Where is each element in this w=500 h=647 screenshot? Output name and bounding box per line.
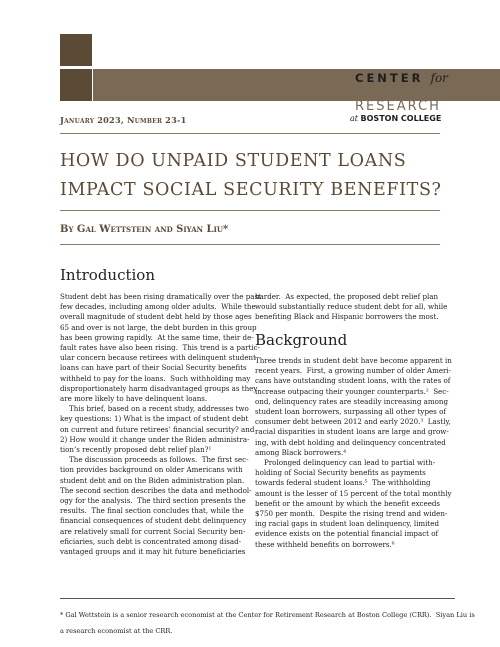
text-line: evidence exists on the potential financial impact of xyxy=(255,529,439,539)
text-line: cans have outstanding student loans, with the rates of xyxy=(255,376,451,386)
text-line: Three trends in student debt have become apparent in xyxy=(255,356,452,365)
text-line: consumer debt between 2012 and early 2020.³ Lastly, xyxy=(255,417,451,427)
text-line: has been growing rapidly. At the same time, their de- xyxy=(60,332,254,342)
text-line: fault rates have also been rising. This trend is a partic- xyxy=(60,343,261,353)
text-line: ing, with debt holding and delinquency concentrated xyxy=(255,437,446,447)
title-line-2: IMPACT SOCIAL SECURITY BENEFITS? xyxy=(60,180,442,200)
text-line: holding of Social Security benefits as payments xyxy=(255,468,426,478)
text-line: Prolonged delinquency can lead to partial with- xyxy=(255,458,436,468)
issue-date-number: January 2023, Number 23-1 xyxy=(60,115,187,125)
section-heading-introduction: Introduction xyxy=(60,266,155,284)
text-line: on current and future retirees’ financial security? and xyxy=(60,424,255,434)
text-line: benefit or the amount by which the benefit exceeds xyxy=(255,498,441,508)
text-line: are more likely to have delinquent loans. xyxy=(60,394,208,404)
text-line: The second section describes the data and methodol- xyxy=(60,485,252,495)
authors: By Gal Wettstein and Siyan Liu* xyxy=(60,224,229,235)
text-line: overall magnitude of student debt held by those ages xyxy=(60,312,252,322)
text-line: a research economist at the CRR. xyxy=(60,627,173,636)
text-line: these withheld benefits on borrowers.⁶ xyxy=(255,539,395,549)
text-line: recent years. First, a growing number of older Ameri- xyxy=(255,366,452,376)
text-line: few decades, including among older adults. While the xyxy=(60,302,256,312)
text-line: among Black borrowers.⁴ xyxy=(255,447,347,457)
section-heading-background: Background xyxy=(255,331,348,349)
text-line: results. The final section concludes that, while the xyxy=(60,506,244,516)
text-line: towards federal student loans.⁵ The withholding xyxy=(255,478,431,488)
logo-block-bottom xyxy=(60,69,92,101)
rule-below-title xyxy=(60,210,440,211)
text-line: ogy for the analysis. The third section presents the xyxy=(60,496,246,506)
text-line: key questions: 1) What is the impact of student debt xyxy=(60,414,249,424)
text-line: racial disparities in student loans are large and grow- xyxy=(255,427,449,437)
title-line-1: HOW DO UNPAID STUDENT LOANS xyxy=(60,151,407,171)
intro-right-column xyxy=(255,292,455,323)
logo-retirement: RETIREMENT xyxy=(355,84,459,99)
logo-research: RESEARCH xyxy=(355,99,441,114)
logo-boston-college: at BOSTON COLLEGE xyxy=(350,114,442,123)
text-line: are relatively small for current Social Security ben- xyxy=(60,526,246,536)
footnote-rule xyxy=(60,598,455,599)
footnote xyxy=(60,603,475,643)
text-line: student debt and on the Biden administration plan. xyxy=(60,475,245,485)
text-line: loans can have part of their Social Security benefits xyxy=(60,363,247,373)
rule-top xyxy=(60,133,440,134)
text-line: Student debt has been rising dramatically over the past xyxy=(60,292,261,301)
rule-below-authors xyxy=(60,244,440,245)
text-line: 65 and over is not large, the debt burden in this group xyxy=(60,322,257,332)
text-line: financial consequences of student debt delinquency xyxy=(60,516,247,526)
text-line: ular concern because retirees with delinquent student xyxy=(60,353,256,363)
text-line: vantaged groups and it may hit future beneficiaries xyxy=(60,547,246,557)
text-line: increase outpacing their younger counterparts.² Sec- xyxy=(255,386,449,396)
text-line: eficiaries, such debt is concentrated among disad- xyxy=(60,536,242,546)
text-line: disproportionately harm disadvantaged groups as they xyxy=(60,383,258,393)
text-line: would substantially reduce student debt for all, while xyxy=(255,302,448,312)
text-line: tion provides background on older Americans with xyxy=(60,465,243,475)
text-line: withheld to pay for the loans. Such withholding may xyxy=(60,373,251,383)
text-line: ond, delinquency rates are steadily increasing among xyxy=(255,396,448,406)
text-line: This brief, based on a recent study, addresses two xyxy=(60,404,249,414)
text-line: The discussion proceeds as follows. The first sec- xyxy=(60,455,249,465)
logo-center: CENTER for xyxy=(355,71,448,85)
text-line: ing racial gaps in student loan delinquency, limited xyxy=(255,519,440,529)
text-line: $750 per month. Despite the rising trend and widen- xyxy=(255,509,448,519)
logo-block-top xyxy=(60,34,92,66)
text-line: student loan borrowers, surpassing all other types of xyxy=(255,407,446,417)
text-line: benefiting Black and Hispanic borrowers the most. xyxy=(255,312,439,322)
intro-left-column xyxy=(60,292,261,557)
text-line: * Gal Wettstein is a senior research economist at the Center for Retirement Research at Boston College (CRR). Siyan Liu is xyxy=(60,610,475,619)
background-column xyxy=(255,356,455,550)
text-line: amount is the lesser of 15 percent of the total monthly xyxy=(255,488,452,498)
text-line: harder. As expected, the proposed debt relief plan xyxy=(255,292,439,301)
text-line: tion’s recently proposed debt relief plan?¹ xyxy=(60,445,212,455)
text-line: 2) How would it change under the Biden administra- xyxy=(60,434,250,444)
